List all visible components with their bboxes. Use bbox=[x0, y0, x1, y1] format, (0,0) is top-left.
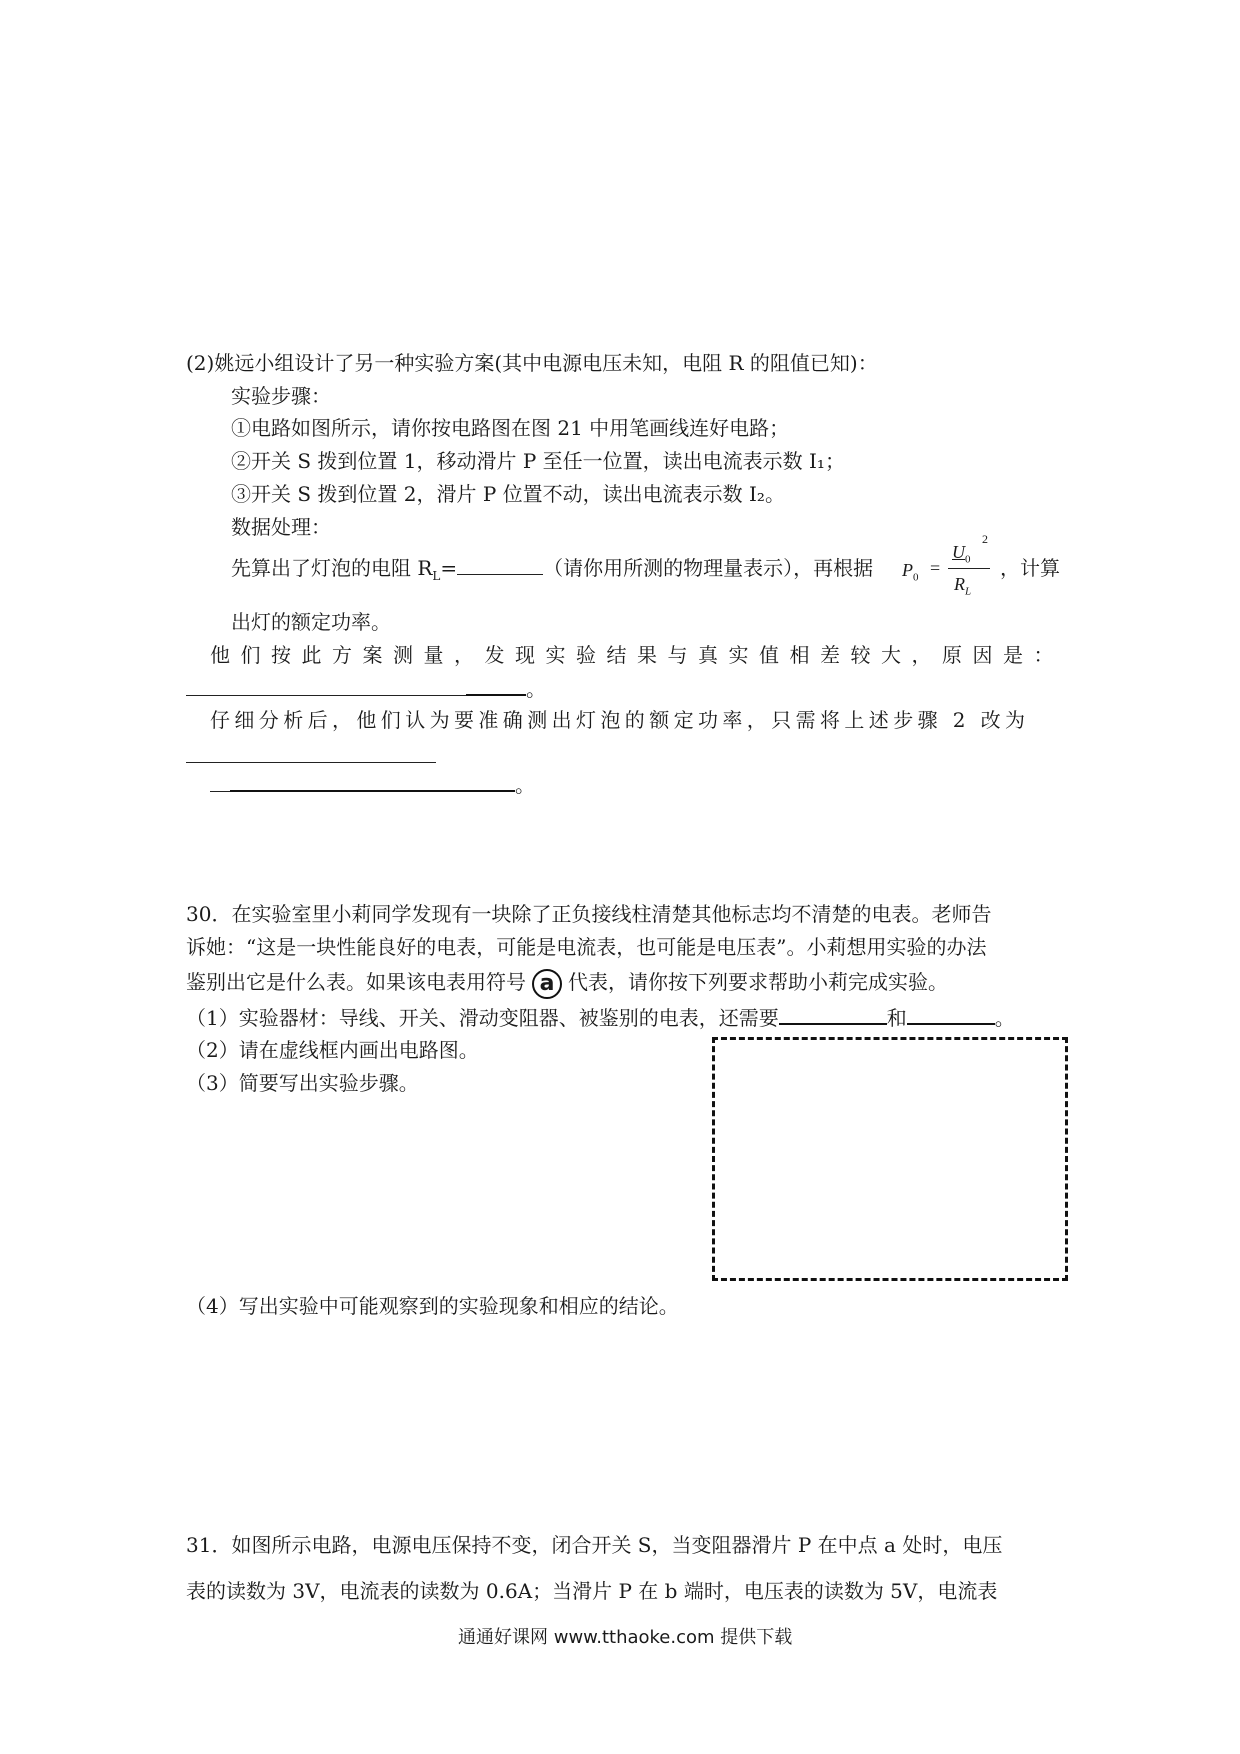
step-2: ②开关 S 拨到位置 1，移动滑片 P 至任一位置，读出电流表示数 I₁； bbox=[231, 449, 845, 473]
improve-blank-1[interactable] bbox=[186, 742, 436, 763]
improve-blank-2a[interactable] bbox=[210, 771, 230, 792]
resistance-blank[interactable] bbox=[457, 554, 543, 575]
q30-item-1: （1）实验器材：导线、开关、滑动变阻器、被鉴别的电表，还需要 和 。 bbox=[186, 1003, 1015, 1032]
calc-continuation: 出灯的额定功率。 bbox=[231, 610, 391, 634]
q31-line-1: 31．如图所示电路，电源电压保持不变，闭合开关 S，当变阻器滑片 P 在中点 a 处时，电压 bbox=[186, 1533, 1003, 1557]
q30-item-3: （3）简要写出实验步骤。 bbox=[186, 1071, 419, 1095]
equipment-blank-2[interactable] bbox=[907, 1003, 995, 1025]
reason-line: 他们按此方案测量，发现实验结果与真实值相差较大，原因是： bbox=[210, 643, 1064, 667]
reason-blank-tail[interactable] bbox=[466, 674, 526, 696]
power-formula bbox=[900, 532, 1010, 608]
reason-answer: 。 bbox=[186, 674, 546, 703]
calc-after: ，计算 bbox=[1000, 556, 1060, 580]
steps-heading: 实验步骤： bbox=[231, 384, 331, 408]
formula-denominator: $R_L$ bbox=[954, 574, 972, 598]
page-footer: 通通好课网 www.tthaoke.com 提供下载 bbox=[458, 1627, 793, 1648]
data-heading: 数据处理： bbox=[231, 515, 331, 539]
q30-item-4: （4）写出实验中可能观察到的实验现象和相应的结论。 bbox=[186, 1294, 679, 1318]
improve-answer-2: 。 bbox=[210, 770, 535, 799]
improve-answer-1 bbox=[186, 742, 436, 770]
q29-intro: (2)姚远小组设计了另一种实验方案(其中电源电压未知，电阻 R 的阻值已知)： bbox=[186, 351, 878, 375]
improve-line: 仔细分析后，他们认为要准确测出灯泡的额定功率，只需将上述步骤 2 改为 bbox=[210, 708, 1030, 732]
reason-blank[interactable] bbox=[186, 675, 466, 696]
formula-eq: = bbox=[930, 558, 941, 578]
formula-lhs: $P_0$ bbox=[902, 560, 919, 584]
calc-sub: L bbox=[432, 569, 441, 583]
meter-symbol-icon: a bbox=[532, 969, 562, 999]
calc-line bbox=[231, 554, 873, 590]
fraction-bar bbox=[948, 568, 990, 569]
circuit-drawing-box[interactable] bbox=[712, 1037, 1068, 1281]
q30-line-1: 30．在实验室里小莉同学发现有一块除了正负接线柱清楚其他标志均不清楚的电表。老师告 bbox=[186, 902, 992, 926]
q31-line-2: 表的读数为 3V，电流表的读数为 0.6A；当滑片 P 在 b 端时，电压表的读数为 5V，电流表 bbox=[186, 1579, 998, 1603]
q30-item-2: （2）请在虚线框内画出电路图。 bbox=[186, 1038, 479, 1062]
equipment-blank-1[interactable] bbox=[779, 1003, 887, 1025]
calc-eq: = bbox=[440, 556, 458, 580]
calc-before: 先算出了灯泡的电阻 R bbox=[231, 556, 433, 580]
formula-numerator: $U_0$ bbox=[952, 542, 971, 566]
formula-exponent: 2 bbox=[982, 532, 988, 546]
step-3: ③开关 S 拨到位置 2，滑片 P 位置不动，读出电流表示数 I₂。 bbox=[231, 482, 785, 506]
improve-blank-2b[interactable] bbox=[230, 770, 515, 792]
step-1: ①电路如图所示，请你按电路图在图 21 中用笔画线连好电路； bbox=[231, 416, 790, 440]
q30-line-2: 诉她：“这是一块性能良好的电表，可能是电流表，也可能是电压表”。小莉想用实验的办法 bbox=[186, 935, 987, 959]
calc-mid: （请你用所测的物理量表示），再根据 bbox=[543, 556, 874, 580]
q30-line-3: 鉴别出它是什么表。如果该电表用符号 a 代表，请你按下列要求帮助小莉完成实验。 bbox=[186, 968, 948, 999]
